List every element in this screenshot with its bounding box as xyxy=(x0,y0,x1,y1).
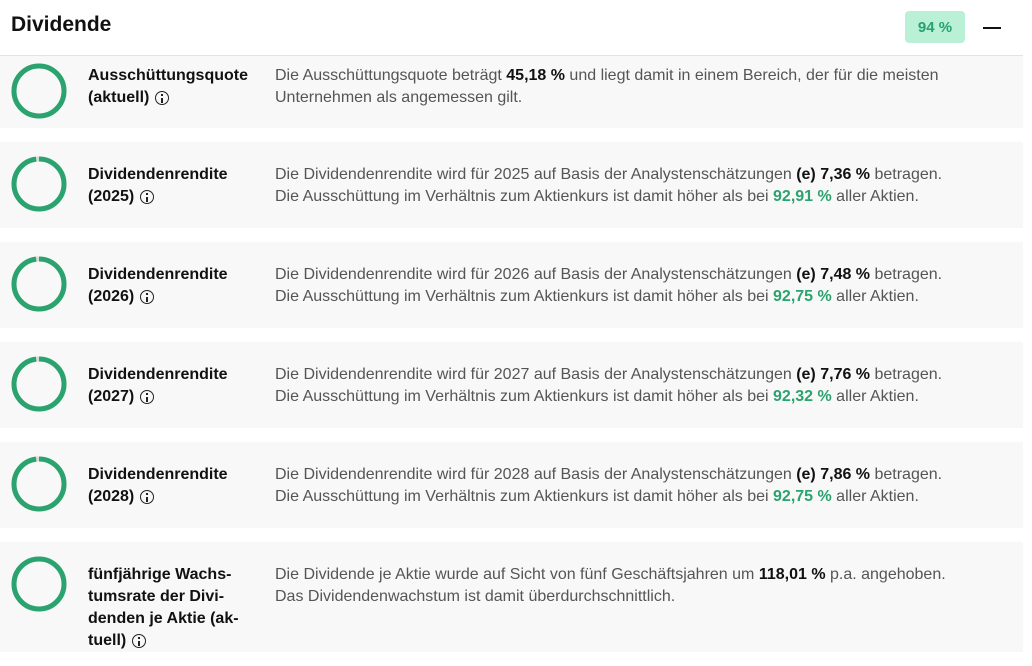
criterion-row-yield-2027 xyxy=(0,342,1023,442)
gauge-fill xyxy=(14,459,64,509)
criterion-name: Dividendenrendite (2025) xyxy=(88,166,228,205)
gauge-ring xyxy=(10,255,68,313)
criterion-name: Dividendenrendite (2026) xyxy=(88,266,228,305)
criterion-description: Die Dividende je Aktie wurde auf Sicht von fünf Geschäftsjahren um 118,01 % p.a. angehoben. Das Dividendenwachstum ist damit überdurchschnittlich. xyxy=(275,566,946,605)
info-icon[interactable] xyxy=(140,490,154,504)
info-icon[interactable] xyxy=(140,390,154,404)
criterion-name: Dividendenrendite (2028) xyxy=(88,466,228,505)
criterion-name: Ausschüttungsquote (aktuell) xyxy=(88,67,248,106)
criterion-description: Die Dividendenrendite wird für 2027 auf Basis der Analystenschätzungen (e) 7,76 % betragen. Die Ausschüttung im Verhältnis zum Aktienkurs ist damit höher als bei 92,32 % aller Aktien. xyxy=(275,366,943,405)
criterion-name: Dividendenrendite (2027) xyxy=(88,366,228,405)
info-icon[interactable] xyxy=(155,91,169,105)
criterion-row-payout-ratio xyxy=(0,56,1023,142)
gauge-ring xyxy=(10,155,68,213)
gauge-fill xyxy=(14,259,64,309)
gauge-ring xyxy=(10,455,68,513)
section-title: Dividende xyxy=(11,13,112,36)
gauge-ring xyxy=(10,555,68,613)
criterion-description: Die Dividendenrendite wird für 2028 auf Basis der Analystenschätzungen (e) 7,86 % betragen. Die Ausschüttung im Verhältnis zum Aktienkurs ist damit höher als bei 92,75 % aller Aktien. xyxy=(275,466,943,505)
criterion-row-yield-2028 xyxy=(0,442,1023,542)
gauge-ring xyxy=(10,355,68,413)
gauge-fill xyxy=(14,66,64,116)
section-header xyxy=(0,0,1023,56)
criteria-list xyxy=(0,56,1023,666)
gauge-fill xyxy=(14,359,64,409)
criterion-description: Die Dividendenrendite wird für 2025 auf Basis der Analystenschätzungen (e) 7,36 % betragen. Die Ausschüttung im Verhältnis zum Aktienkurs ist damit höher als bei 92,91 % aller Aktien. xyxy=(275,166,943,205)
collapse-button[interactable] xyxy=(980,18,1004,38)
gauge-fill xyxy=(14,559,64,609)
info-icon[interactable] xyxy=(132,634,146,648)
criterion-row-dividend-growth xyxy=(0,542,1023,666)
minus-icon xyxy=(983,27,1001,29)
criterion-row-yield-2025 xyxy=(0,142,1023,242)
criterion-name: fünfjährige Wachs- tumsrate der Divi- denden je Aktie (ak- tuell) xyxy=(88,566,239,649)
score-badge: 94 % xyxy=(905,11,965,43)
criterion-description: Die Dividendenrendite wird für 2026 auf Basis der Analystenschätzungen (e) 7,48 % betragen. Die Ausschüttung im Verhältnis zum Aktienkurs ist damit höher als bei 92,75 % aller Aktien. xyxy=(275,266,943,305)
criterion-row-yield-2026 xyxy=(0,242,1023,342)
criterion-description: Die Ausschüttungsquote beträgt 45,18 % und liegt damit in einem Bereich, der für die meisten Unternehmen als angemessen gilt. xyxy=(275,67,939,106)
gauge-ring xyxy=(10,62,68,120)
gauge-fill xyxy=(14,159,64,209)
info-icon[interactable] xyxy=(140,290,154,304)
info-icon[interactable] xyxy=(140,190,154,204)
